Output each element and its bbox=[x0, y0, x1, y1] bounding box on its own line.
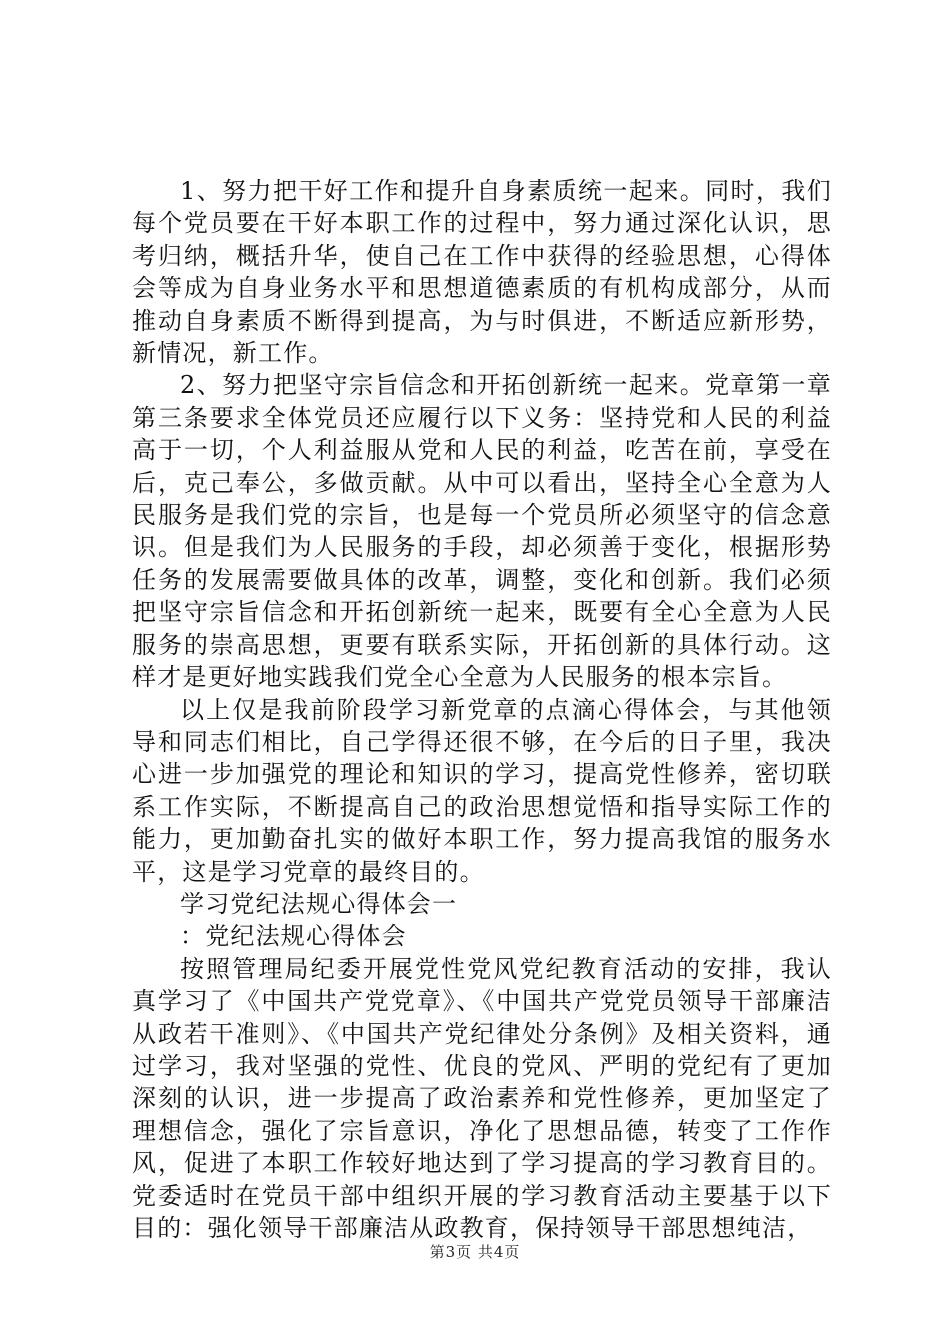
paragraph-1: 1、努力把干好工作和提升自身素质统一起来。同时，我们每个党员要在干好本职工作的过程中，努力通过深化认识，思考归纳，概括升华，使自己在工作中获得的经验思想，心得体会等成为自身业务水平和思想道德素质的有机构成部分，从而推动自身素质不断得到提高，为与时俱进，不断适应新形势，新情况，新工作。 bbox=[132, 177, 832, 368]
section-subheading: ：党纪法规心得体会 bbox=[180, 922, 407, 951]
paragraph-4: 按照管理局纪委开展党性党风党纪教育活动的安排，我认真学习了《中国共产党党章》、《中国共产党党员领导干部廉洁从政若干准则》、《中国共产党纪律处分条例》及相关资料，通过学习，我对坚强的党性、优良的党风、严明的党纪有了更加深刻的认识，进一步提高了政治素养和党性修养，更加坚定了理想信念，强化了宗旨意识，净化了思想品德，转变了工作作风，促进了本职工作较好地达到了学习提高的学习教育目的。党委适时在党员干部中组织开展的学习教育活动主要基于以下目的：强化领导干部廉洁从政教育，保持领导干部思想纯洁， bbox=[132, 954, 832, 1242]
document-body bbox=[132, 175, 832, 1244]
section-heading: 学习党纪法规心得体会一 bbox=[180, 889, 458, 918]
paragraph-3: 以上仅是我前阶段学习新党章的点滴心得体会，与其他领导和同志们相比，自己学得还很不够，在今后的日子里，我决心进一步加强党的理论和知识的学习，提高党性修养，密切联系工作实际，不断提高自己的政治思想觉悟和指导实际工作的能力，更加勤奋扎实的做好本职工作，努力提高我馆的服务水平，这是学习党章的最终目的。 bbox=[132, 695, 832, 886]
page-number-footer: 第3页 共4页 bbox=[429, 1243, 521, 1261]
paragraph-2: 2、努力把坚守宗旨信念和开拓创新统一起来。党章第一章第三条要求全体党员还应履行以下义务：坚持党和人民的利益高于一切，个人利益服从党和人民的利益，吃苦在前，享受在后，克己奉公，多做贡献。从中可以看出，坚持全心全意为人民服务是我们党的宗旨，也是每一个党员所必须坚守的信念意识。但是我们为人民服务的手段，却必须善于变化，根据形势任务的发展需要做具体的改革，调整，变化和创新。我们必须把坚守宗旨信念和开拓创新统一起来，既要有全心全意为人民服务的崇高思想，更要有联系实际，开拓创新的具体行动。这样才是更好地实践我们党全心全意为人民服务的根本宗旨。 bbox=[132, 371, 832, 692]
